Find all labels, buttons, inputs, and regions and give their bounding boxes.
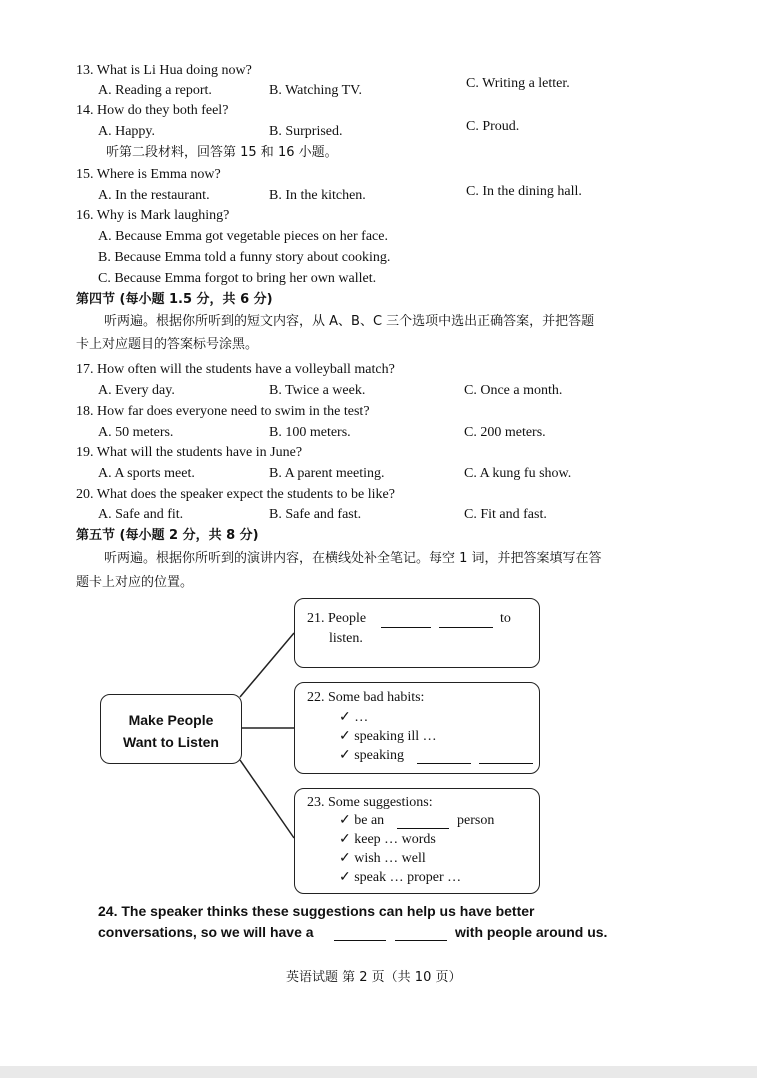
box21-blank-1[interactable] — [381, 615, 431, 628]
q16-option-b: B. Because Emma told a funny story about cooking. — [98, 250, 391, 265]
q13-option-c: C. Writing a letter. — [466, 76, 570, 91]
box21-blank-2[interactable] — [439, 615, 493, 628]
box22-item1-text: … — [354, 710, 369, 725]
q14-question: 14. How do they both feel? — [76, 103, 229, 118]
q13-option-a: A. Reading a report. — [98, 83, 212, 98]
q17-option-b: B. Twice a week. — [269, 383, 366, 398]
box22-item3-text: speaking — [354, 748, 404, 763]
q19-option-b: B. A parent meeting. — [269, 466, 385, 481]
q24-line2-start: conversations, so we will have a — [98, 924, 314, 940]
box23-blank[interactable] — [397, 816, 449, 829]
box23-item1-text: be an — [354, 813, 385, 828]
section5-instructions-1: 听两遍。根据你所听到的演讲内容，在横线处补全笔记。每空 1 词，并把答案填写在答 — [104, 551, 602, 566]
check-icon: ✓ — [339, 832, 351, 847]
q24-blank-1[interactable] — [334, 928, 386, 941]
box21-line2: listen. — [329, 631, 363, 646]
box22-blank-2[interactable] — [479, 751, 533, 764]
check-icon: ✓ — [339, 851, 351, 866]
q13-question: 13. What is Li Hua doing now? — [76, 63, 252, 78]
box22-item3 — [339, 747, 404, 765]
q24-line2-end: with people around us. — [455, 924, 608, 940]
q17-option-c: C. Once a month. — [464, 383, 563, 398]
box22-item2 — [339, 728, 437, 746]
diagram-center-box — [100, 694, 242, 764]
section5-title: 第五节 (每小题 2 分，共 8 分) — [76, 528, 259, 543]
q20-option-a: A. Safe and fit. — [98, 507, 184, 522]
section2-note: 听第二段材料，回答第 15 和 16 小题。 — [106, 145, 338, 160]
bottom-scroll-bar — [0, 1066, 757, 1078]
q18-option-c: C. 200 meters. — [464, 425, 546, 440]
box21-prefix: 21. People — [307, 611, 367, 626]
q20-option-c: C. Fit and fast. — [464, 507, 547, 522]
check-icon: ✓ — [339, 813, 351, 828]
section4-instructions-1: 听两遍。根据你所听到的短文内容，从 A、B、C 三个选项中选出正确答案，并把答题 — [104, 314, 595, 329]
connector-to-box23 — [240, 760, 294, 838]
center-title-line2: Want to Listen — [123, 734, 219, 750]
box23-title: 23. Some suggestions: — [307, 795, 433, 810]
q24-line1: 24. The speaker thinks these suggestions can help us have better — [98, 903, 535, 919]
box23-item1 — [339, 812, 384, 830]
check-icon: ✓ — [339, 748, 351, 763]
q17-question: 17. How often will the students have a volleyball match? — [76, 362, 395, 377]
check-icon: ✓ — [339, 710, 351, 725]
box23-item4-text: speak … proper … — [354, 870, 462, 885]
q20-question: 20. What does the speaker expect the students to be like? — [76, 487, 395, 502]
q20-option-b: B. Safe and fast. — [269, 507, 362, 522]
box23-item2-text: keep … words — [354, 832, 436, 847]
box22-blank-1[interactable] — [417, 751, 471, 764]
diagram-box-22 — [294, 682, 540, 774]
q19-question: 19. What will the students have in June? — [76, 445, 303, 460]
q24-blank-2[interactable] — [395, 928, 447, 941]
diagram-box-21 — [294, 598, 540, 668]
q15-question: 15. Where is Emma now? — [76, 167, 221, 182]
box23-item3-text: wish … well — [354, 851, 426, 866]
q13-option-b: B. Watching TV. — [269, 83, 362, 98]
q18-question: 18. How far does everyone need to swim in the test? — [76, 404, 370, 419]
q17-option-a: A. Every day. — [98, 383, 175, 398]
diagram-box-23 — [294, 788, 540, 894]
q15-option-a: A. In the restaurant. — [98, 188, 210, 203]
q16-question: 16. Why is Mark laughing? — [76, 208, 230, 223]
connector-to-box21 — [240, 633, 294, 697]
q14-option-b: B. Surprised. — [269, 124, 343, 139]
q14-option-a: A. Happy. — [98, 124, 156, 139]
q18-option-b: B. 100 meters. — [269, 425, 351, 440]
q15-option-b: B. In the kitchen. — [269, 188, 366, 203]
section4-title: 第四节 (每小题 1.5 分，共 6 分) — [76, 292, 273, 307]
page-footer: 英语试题 第 2 页（共 10 页） — [286, 970, 462, 985]
center-title-line1: Make People — [128, 712, 214, 728]
box23-item3 — [339, 850, 426, 868]
box22-item1 — [339, 709, 368, 727]
section5-instructions-2: 题卡上对应的位置。 — [76, 575, 194, 590]
q16-option-c: C. Because Emma forgot to bring her own wallet. — [98, 271, 377, 286]
q16-option-a: A. Because Emma got vegetable pieces on her face. — [98, 229, 388, 244]
box21-suffix: to — [500, 611, 511, 626]
q19-option-a: A. A sports meet. — [98, 466, 195, 481]
q14-option-c: C. Proud. — [466, 119, 520, 134]
box23-item2 — [339, 831, 436, 849]
check-icon: ✓ — [339, 729, 351, 744]
box23-item1-suffix: person — [457, 813, 495, 828]
q18-option-a: A. 50 meters. — [98, 425, 174, 440]
box22-item2-text: speaking ill … — [354, 729, 437, 744]
section4-instructions-2: 卡上对应题目的答案标号涂黑。 — [76, 337, 259, 352]
box22-title: 22. Some bad habits: — [307, 690, 425, 705]
check-icon: ✓ — [339, 870, 351, 885]
q15-option-c: C. In the dining hall. — [466, 184, 582, 199]
box23-item4 — [339, 869, 461, 887]
q19-option-c: C. A kung fu show. — [464, 466, 572, 481]
